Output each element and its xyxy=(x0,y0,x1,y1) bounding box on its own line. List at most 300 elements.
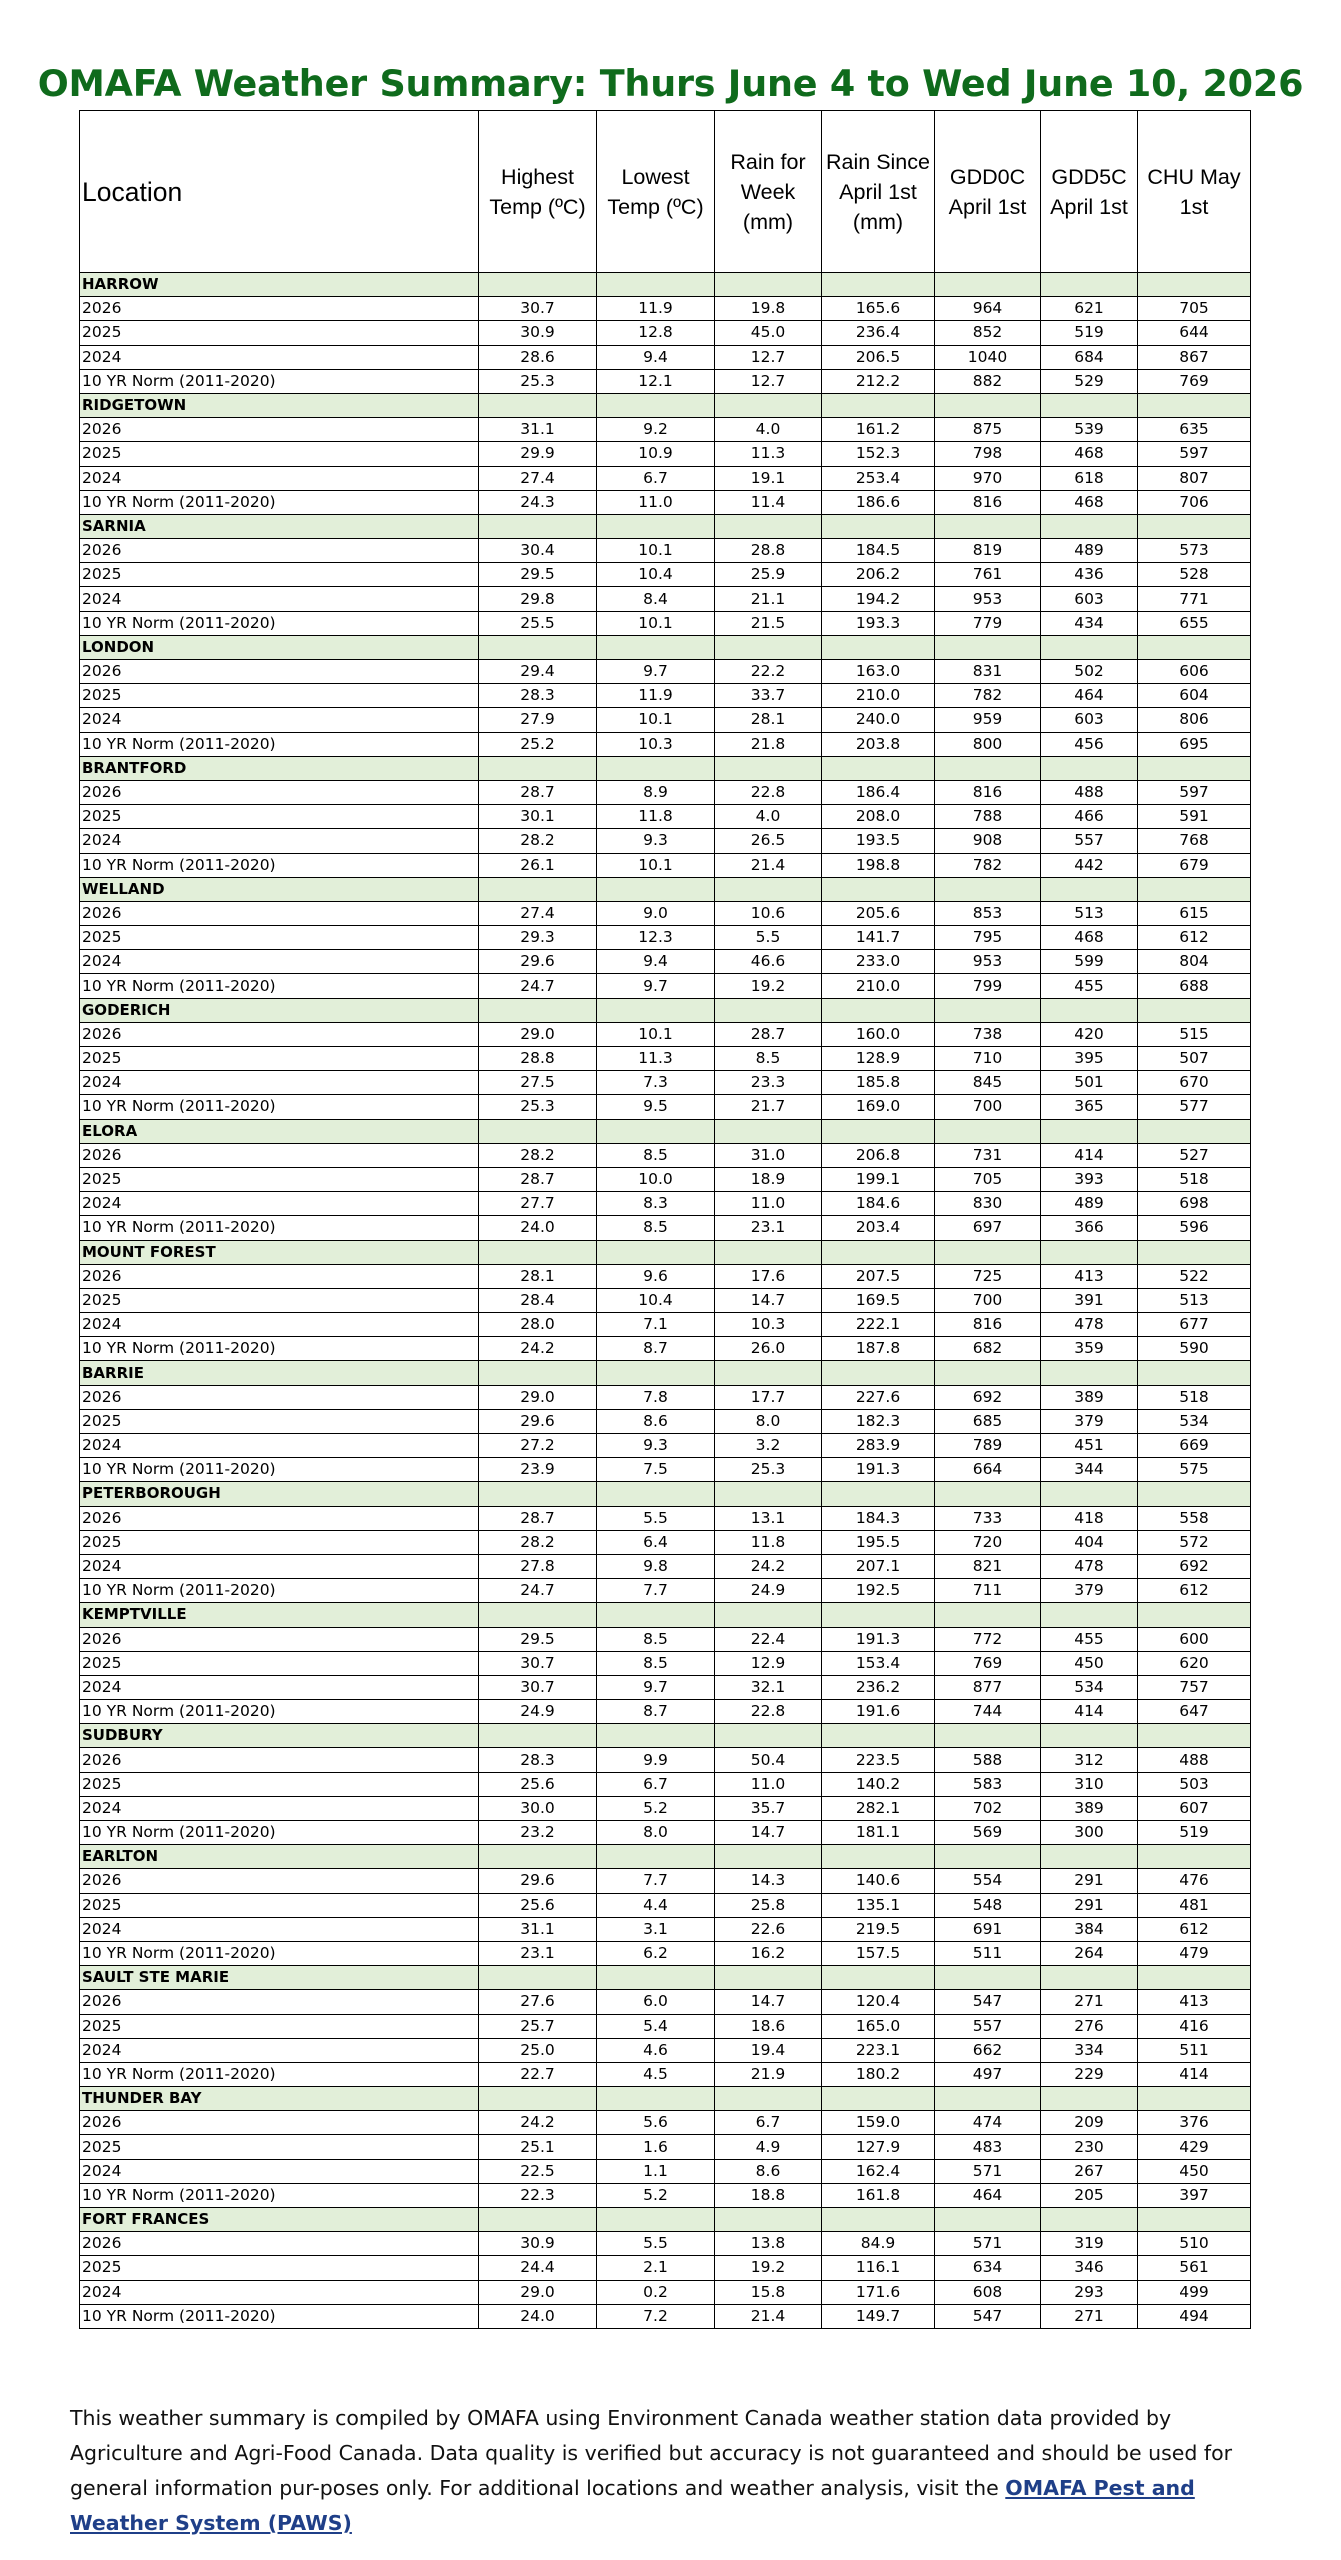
rain-since-april-cell: 153.4 xyxy=(822,1651,935,1675)
gdd0c-cell: 711 xyxy=(935,1579,1041,1603)
lowest-temp-cell: 9.7 xyxy=(597,1675,715,1699)
rain-since-april-cell: 84.9 xyxy=(822,2232,935,2256)
highest-temp-cell: 25.6 xyxy=(479,1772,597,1796)
table-row xyxy=(80,708,1251,732)
rain-since-april-cell: 191.3 xyxy=(822,1458,935,1482)
chu-cell: 757 xyxy=(1138,1675,1251,1699)
section-empty-cell xyxy=(935,877,1041,901)
highest-temp-cell: 28.4 xyxy=(479,1288,597,1312)
highest-temp-cell: 29.6 xyxy=(479,950,597,974)
rain-week-cell: 17.6 xyxy=(715,1264,822,1288)
gdd5c-cell: 310 xyxy=(1041,1772,1138,1796)
gdd0c-cell: 634 xyxy=(935,2256,1041,2280)
footnote xyxy=(70,2401,1275,2541)
chu-cell: 590 xyxy=(1138,1337,1251,1361)
gdd0c-cell: 782 xyxy=(935,684,1041,708)
gdd0c-cell: 964 xyxy=(935,297,1041,321)
section-name: EARLTON xyxy=(80,1845,479,1869)
rain-since-april-cell: 282.1 xyxy=(822,1796,935,1820)
section-row-thunder-bay xyxy=(80,2087,1251,2111)
gdd0c-cell: 569 xyxy=(935,1821,1041,1845)
table-row xyxy=(80,539,1251,563)
gdd5c-cell: 434 xyxy=(1041,611,1138,635)
section-empty-cell xyxy=(935,1724,1041,1748)
rain-since-april-cell: 187.8 xyxy=(822,1337,935,1361)
rain-since-april-cell: 191.3 xyxy=(822,1627,935,1651)
chu-cell: 669 xyxy=(1138,1434,1251,1458)
section-empty-cell xyxy=(479,1240,597,1264)
table-row xyxy=(80,660,1251,684)
rain-week-cell: 35.7 xyxy=(715,1796,822,1820)
location-cell: 2025 xyxy=(80,321,479,345)
lowest-temp-cell: 7.8 xyxy=(597,1385,715,1409)
table-body xyxy=(80,273,1251,2329)
rain-since-april-cell: 161.2 xyxy=(822,418,935,442)
rain-since-april-cell: 169.0 xyxy=(822,1095,935,1119)
location-cell: 2026 xyxy=(80,780,479,804)
chu-cell: 655 xyxy=(1138,611,1251,635)
location-cell: 2025 xyxy=(80,926,479,950)
chu-cell: 867 xyxy=(1138,345,1251,369)
chu-cell: 769 xyxy=(1138,369,1251,393)
gdd5c-cell: 455 xyxy=(1041,1627,1138,1651)
highest-temp-cell: 25.0 xyxy=(479,2038,597,2062)
chu-cell: 597 xyxy=(1138,442,1251,466)
chu-cell: 510 xyxy=(1138,2232,1251,2256)
rain-week-cell: 12.9 xyxy=(715,1651,822,1675)
chu-cell: 612 xyxy=(1138,1579,1251,1603)
highest-temp-cell: 28.2 xyxy=(479,829,597,853)
rain-week-cell: 8.6 xyxy=(715,2159,822,2183)
rain-week-cell: 22.8 xyxy=(715,1700,822,1724)
section-empty-cell xyxy=(715,756,822,780)
chu-cell: 413 xyxy=(1138,1990,1251,2014)
section-empty-cell xyxy=(479,2087,597,2111)
section-empty-cell xyxy=(715,1119,822,1143)
gdd0c-cell: 970 xyxy=(935,466,1041,490)
highest-temp-cell: 28.3 xyxy=(479,1748,597,1772)
highest-temp-cell: 22.5 xyxy=(479,2159,597,2183)
table-row xyxy=(80,1047,1251,1071)
table-row xyxy=(80,1821,1251,1845)
lowest-temp-cell: 8.7 xyxy=(597,1700,715,1724)
section-empty-cell xyxy=(715,1603,822,1627)
section-empty-cell xyxy=(479,273,597,297)
highest-temp-cell: 29.0 xyxy=(479,2280,597,2304)
location-cell: 2026 xyxy=(80,1022,479,1046)
gdd0c-cell: 511 xyxy=(935,1941,1041,1965)
section-name: PETERBOROUGH xyxy=(80,1482,479,1506)
rain-since-april-cell: 206.5 xyxy=(822,345,935,369)
table-row xyxy=(80,1409,1251,1433)
rain-week-cell: 21.5 xyxy=(715,611,822,635)
lowest-temp-cell: 8.6 xyxy=(597,1409,715,1433)
chu-cell: 507 xyxy=(1138,1047,1251,1071)
rain-since-april-cell: 207.1 xyxy=(822,1554,935,1578)
rain-since-april-cell: 208.0 xyxy=(822,805,935,829)
section-empty-cell xyxy=(479,1966,597,1990)
header-row xyxy=(80,111,1251,273)
rain-since-april-cell: 186.6 xyxy=(822,490,935,514)
rain-week-cell: 22.2 xyxy=(715,660,822,684)
section-empty-cell xyxy=(1041,1603,1138,1627)
gdd0c-cell: 557 xyxy=(935,2014,1041,2038)
rain-week-cell: 8.5 xyxy=(715,1047,822,1071)
gdd0c-cell: 662 xyxy=(935,2038,1041,2062)
rain-since-april-cell: 140.2 xyxy=(822,1772,935,1796)
section-empty-cell xyxy=(597,1482,715,1506)
rain-week-cell: 26.0 xyxy=(715,1337,822,1361)
gdd0c-cell: 782 xyxy=(935,853,1041,877)
table-row xyxy=(80,1385,1251,1409)
rain-week-cell: 50.4 xyxy=(715,1748,822,1772)
rain-week-cell: 32.1 xyxy=(715,1675,822,1699)
section-empty-cell xyxy=(597,2087,715,2111)
section-name: ELORA xyxy=(80,1119,479,1143)
section-empty-cell xyxy=(1138,2208,1251,2232)
location-cell: 10 YR Norm (2011-2020) xyxy=(80,1941,479,1965)
gdd5c-cell: 379 xyxy=(1041,1409,1138,1433)
section-empty-cell xyxy=(822,1603,935,1627)
section-empty-cell xyxy=(597,2208,715,2232)
gdd5c-cell: 205 xyxy=(1041,2183,1138,2207)
section-empty-cell xyxy=(479,393,597,417)
gdd5c-cell: 489 xyxy=(1041,1192,1138,1216)
chu-cell: 503 xyxy=(1138,1772,1251,1796)
gdd0c-cell: 547 xyxy=(935,1990,1041,2014)
rain-since-april-cell: 223.5 xyxy=(822,1748,935,1772)
location-cell: 10 YR Norm (2011-2020) xyxy=(80,2062,479,2086)
gdd5c-cell: 293 xyxy=(1041,2280,1138,2304)
lowest-temp-cell: 6.7 xyxy=(597,1772,715,1796)
gdd5c-cell: 442 xyxy=(1041,853,1138,877)
location-cell: 10 YR Norm (2011-2020) xyxy=(80,369,479,393)
paws-link[interactable]: OMAFA Pest and Weather System (PAWS) xyxy=(70,2476,1195,2535)
section-empty-cell xyxy=(715,2087,822,2111)
gdd5c-cell: 478 xyxy=(1041,1554,1138,1578)
location-cell: 2025 xyxy=(80,1167,479,1191)
lowest-temp-cell: 11.3 xyxy=(597,1047,715,1071)
location-cell: 2026 xyxy=(80,1748,479,1772)
highest-temp-cell: 28.7 xyxy=(479,1506,597,1530)
lowest-temp-cell: 9.7 xyxy=(597,660,715,684)
gdd0c-cell: 705 xyxy=(935,1167,1041,1191)
section-name: SAULT STE MARIE xyxy=(80,1966,479,1990)
highest-temp-cell: 27.5 xyxy=(479,1071,597,1095)
chu-cell: 604 xyxy=(1138,684,1251,708)
section-row-brantford xyxy=(80,756,1251,780)
lowest-temp-cell: 10.3 xyxy=(597,732,715,756)
table-row xyxy=(80,297,1251,321)
section-empty-cell xyxy=(715,1482,822,1506)
table-row xyxy=(80,2183,1251,2207)
location-cell: 2026 xyxy=(80,418,479,442)
gdd0c-cell: 547 xyxy=(935,2304,1041,2328)
gdd0c-cell: 761 xyxy=(935,563,1041,587)
lowest-temp-cell: 3.1 xyxy=(597,1917,715,1941)
section-empty-cell xyxy=(1041,1845,1138,1869)
gdd5c-cell: 393 xyxy=(1041,1167,1138,1191)
rain-since-april-cell: 193.3 xyxy=(822,611,935,635)
gdd5c-cell: 466 xyxy=(1041,805,1138,829)
table-row xyxy=(80,2304,1251,2328)
section-empty-cell xyxy=(715,1845,822,1869)
chu-header: CHU May 1st xyxy=(1138,111,1251,273)
chu-cell: 572 xyxy=(1138,1530,1251,1554)
gdd0c-cell: 664 xyxy=(935,1458,1041,1482)
gdd5c-cell: 267 xyxy=(1041,2159,1138,2183)
rain-since-april-cell: 160.0 xyxy=(822,1022,935,1046)
rain-week-cell: 10.6 xyxy=(715,901,822,925)
highest-temp-cell: 22.3 xyxy=(479,2183,597,2207)
section-empty-cell xyxy=(1041,514,1138,538)
chu-cell: 771 xyxy=(1138,587,1251,611)
chu-cell: 499 xyxy=(1138,2280,1251,2304)
rain-week-cell: 11.0 xyxy=(715,1192,822,1216)
page-title: OMAFA Weather Summary: Thurs June 4 to Wed June 10, 2026 xyxy=(37,62,1304,105)
gdd5c-cell: 365 xyxy=(1041,1095,1138,1119)
location-cell: 10 YR Norm (2011-2020) xyxy=(80,974,479,998)
chu-cell: 647 xyxy=(1138,1700,1251,1724)
gdd5c-header: GDD5C April 1st xyxy=(1041,111,1138,273)
highest-temp-cell: 30.9 xyxy=(479,321,597,345)
location-cell: 2026 xyxy=(80,2111,479,2135)
location-cell: 10 YR Norm (2011-2020) xyxy=(80,490,479,514)
gdd5c-cell: 478 xyxy=(1041,1313,1138,1337)
highest-temp-cell: 27.2 xyxy=(479,1434,597,1458)
section-empty-cell xyxy=(479,1482,597,1506)
rain-since-april-cell: 159.0 xyxy=(822,2111,935,2135)
table-row xyxy=(80,853,1251,877)
gdd5c-cell: 455 xyxy=(1041,974,1138,998)
location-cell: 2026 xyxy=(80,297,479,321)
section-empty-cell xyxy=(597,1724,715,1748)
location-cell: 2026 xyxy=(80,1869,479,1893)
section-empty-cell xyxy=(715,273,822,297)
section-empty-cell xyxy=(597,1966,715,1990)
gdd0c-cell: 692 xyxy=(935,1385,1041,1409)
location-cell: 10 YR Norm (2011-2020) xyxy=(80,1821,479,1845)
location-cell: 10 YR Norm (2011-2020) xyxy=(80,1216,479,1240)
gdd0c-header: GDD0C April 1st xyxy=(935,111,1041,273)
lowest-temp-cell: 5.6 xyxy=(597,2111,715,2135)
lowest-temp-cell: 7.7 xyxy=(597,1579,715,1603)
section-empty-cell xyxy=(597,998,715,1022)
lowest-temp-cell: 8.3 xyxy=(597,1192,715,1216)
lowest-temp-cell: 7.5 xyxy=(597,1458,715,1482)
section-empty-cell xyxy=(935,1603,1041,1627)
section-empty-cell xyxy=(935,1361,1041,1385)
gdd5c-cell: 489 xyxy=(1041,539,1138,563)
chu-cell: 670 xyxy=(1138,1071,1251,1095)
gdd0c-cell: 799 xyxy=(935,974,1041,998)
rain-week-cell: 14.7 xyxy=(715,1990,822,2014)
rain-week-cell: 21.7 xyxy=(715,1095,822,1119)
highest-temp-cell: 30.7 xyxy=(479,1651,597,1675)
gdd5c-cell: 519 xyxy=(1041,321,1138,345)
section-empty-cell xyxy=(1138,1119,1251,1143)
section-empty-cell xyxy=(1138,1966,1251,1990)
location-header: Location xyxy=(80,111,479,273)
gdd5c-cell: 209 xyxy=(1041,2111,1138,2135)
gdd0c-cell: 853 xyxy=(935,901,1041,925)
location-cell: 10 YR Norm (2011-2020) xyxy=(80,2304,479,2328)
location-cell: 2026 xyxy=(80,539,479,563)
gdd0c-cell: 483 xyxy=(935,2135,1041,2159)
gdd5c-cell: 319 xyxy=(1041,2232,1138,2256)
gdd5c-cell: 291 xyxy=(1041,1869,1138,1893)
section-empty-cell xyxy=(1041,1724,1138,1748)
table-row xyxy=(80,490,1251,514)
lowest-temp-cell: 10.1 xyxy=(597,1022,715,1046)
chu-cell: 615 xyxy=(1138,901,1251,925)
footnote-text: This weather summary is compiled by OMAFA using Environment Canada weather station data provided by Agriculture and Agri-Food Canada. Data quality is verified but accuracy is not guaranteed and should be used for general information pur-poses only. For additional locations and weather analysis, visit the xyxy=(70,2406,1233,2500)
gdd5c-cell: 271 xyxy=(1041,2304,1138,2328)
gdd0c-cell: 497 xyxy=(935,2062,1041,2086)
table-row xyxy=(80,2159,1251,2183)
rain-week-cell: 45.0 xyxy=(715,321,822,345)
highest-temp-cell: 30.1 xyxy=(479,805,597,829)
gdd0c-cell: 779 xyxy=(935,611,1041,635)
chu-cell: 488 xyxy=(1138,1748,1251,1772)
gdd0c-cell: 798 xyxy=(935,442,1041,466)
section-empty-cell xyxy=(822,1845,935,1869)
location-cell: 10 YR Norm (2011-2020) xyxy=(80,1337,479,1361)
section-name: SUDBURY xyxy=(80,1724,479,1748)
section-name: THUNDER BAY xyxy=(80,2087,479,2111)
chu-cell: 606 xyxy=(1138,660,1251,684)
table-row xyxy=(80,1530,1251,1554)
gdd5c-cell: 464 xyxy=(1041,684,1138,708)
table-row xyxy=(80,466,1251,490)
section-empty-cell xyxy=(597,1361,715,1385)
location-cell: 2025 xyxy=(80,1893,479,1917)
rain-since-april-cell: 163.0 xyxy=(822,660,935,684)
rain-since-april-cell: 253.4 xyxy=(822,466,935,490)
section-empty-cell xyxy=(1041,756,1138,780)
highest-temp-cell: 29.5 xyxy=(479,1627,597,1651)
section-empty-cell xyxy=(822,756,935,780)
gdd0c-cell: 830 xyxy=(935,1192,1041,1216)
chu-cell: 528 xyxy=(1138,563,1251,587)
section-name: BRANTFORD xyxy=(80,756,479,780)
rain-since-april-cell: 165.0 xyxy=(822,2014,935,2038)
highest-temp-cell: 28.2 xyxy=(479,1143,597,1167)
location-cell: 2025 xyxy=(80,1651,479,1675)
rain-week-cell: 18.8 xyxy=(715,2183,822,2207)
lowest-temp-cell: 10.1 xyxy=(597,708,715,732)
section-empty-cell xyxy=(1138,273,1251,297)
location-cell: 2026 xyxy=(80,1506,479,1530)
lowest-temp-cell: 12.3 xyxy=(597,926,715,950)
section-empty-cell xyxy=(1138,2087,1251,2111)
table-row xyxy=(80,345,1251,369)
table-row xyxy=(80,1506,1251,1530)
gdd0c-cell: 744 xyxy=(935,1700,1041,1724)
section-name: KEMPTVILLE xyxy=(80,1603,479,1627)
section-empty-cell xyxy=(935,1119,1041,1143)
rain-week-cell: 16.2 xyxy=(715,1941,822,1965)
section-row-london xyxy=(80,635,1251,659)
gdd5c-cell: 468 xyxy=(1041,490,1138,514)
table-row xyxy=(80,1748,1251,1772)
rain-since-april-cell: 171.6 xyxy=(822,2280,935,2304)
location-cell: 10 YR Norm (2011-2020) xyxy=(80,732,479,756)
highest-temp-cell: 27.9 xyxy=(479,708,597,732)
section-empty-cell xyxy=(1138,635,1251,659)
section-empty-cell xyxy=(1041,1966,1138,1990)
highest-temp-cell: 28.7 xyxy=(479,780,597,804)
rain-week-cell: 6.7 xyxy=(715,2111,822,2135)
rain-week-cell: 23.3 xyxy=(715,1071,822,1095)
rain-since-april-cell: 185.8 xyxy=(822,1071,935,1095)
gdd0c-cell: 691 xyxy=(935,1917,1041,1941)
location-cell: 2026 xyxy=(80,901,479,925)
section-row-barrie xyxy=(80,1361,1251,1385)
rain-week-cell: 26.5 xyxy=(715,829,822,853)
section-name: SARNIA xyxy=(80,514,479,538)
highest-temp-cell: 28.0 xyxy=(479,1313,597,1337)
section-empty-cell xyxy=(597,1603,715,1627)
lowest-temp-cell: 9.8 xyxy=(597,1554,715,1578)
lowest-temp-cell: 6.7 xyxy=(597,466,715,490)
lowest-temp-cell: 10.1 xyxy=(597,539,715,563)
lowest-temp-cell: 6.4 xyxy=(597,1530,715,1554)
chu-cell: 692 xyxy=(1138,1554,1251,1578)
section-empty-cell xyxy=(935,2208,1041,2232)
rain-week-cell: 4.9 xyxy=(715,2135,822,2159)
gdd0c-cell: 725 xyxy=(935,1264,1041,1288)
section-empty-cell xyxy=(715,1724,822,1748)
rain-week-cell: 13.1 xyxy=(715,1506,822,1530)
gdd0c-cell: 953 xyxy=(935,950,1041,974)
gdd5c-cell: 502 xyxy=(1041,660,1138,684)
rain-week-cell: 4.0 xyxy=(715,418,822,442)
section-empty-cell xyxy=(1138,1482,1251,1506)
section-empty-cell xyxy=(1041,877,1138,901)
weather-summary-table xyxy=(79,110,1251,2329)
location-cell: 2024 xyxy=(80,1675,479,1699)
highest-temp-cell: 30.4 xyxy=(479,539,597,563)
lowest-temp-cell: 9.4 xyxy=(597,345,715,369)
gdd5c-cell: 346 xyxy=(1041,2256,1138,2280)
section-row-peterborough xyxy=(80,1482,1251,1506)
highest-temp-header: Highest Temp (ºC) xyxy=(479,111,597,273)
lowest-temp-cell: 12.1 xyxy=(597,369,715,393)
section-row-elora xyxy=(80,1119,1251,1143)
gdd5c-cell: 684 xyxy=(1041,345,1138,369)
rain-week-cell: 17.7 xyxy=(715,1385,822,1409)
rain-since-april-cell: 120.4 xyxy=(822,1990,935,2014)
table-row xyxy=(80,974,1251,998)
highest-temp-cell: 25.6 xyxy=(479,1893,597,1917)
gdd5c-cell: 300 xyxy=(1041,1821,1138,1845)
section-empty-cell xyxy=(479,1361,597,1385)
chu-cell: 698 xyxy=(1138,1192,1251,1216)
chu-cell: 688 xyxy=(1138,974,1251,998)
table-row xyxy=(80,1554,1251,1578)
table-row xyxy=(80,1458,1251,1482)
section-empty-cell xyxy=(822,998,935,1022)
rain-since-april-header: Rain Since April 1st (mm) xyxy=(822,111,935,273)
rain-since-april-cell: 236.4 xyxy=(822,321,935,345)
table-row xyxy=(80,2135,1251,2159)
lowest-temp-cell: 5.2 xyxy=(597,2183,715,2207)
rain-week-cell: 14.3 xyxy=(715,1869,822,1893)
section-row-welland xyxy=(80,877,1251,901)
lowest-temp-cell: 6.2 xyxy=(597,1941,715,1965)
lowest-temp-cell: 7.2 xyxy=(597,2304,715,2328)
